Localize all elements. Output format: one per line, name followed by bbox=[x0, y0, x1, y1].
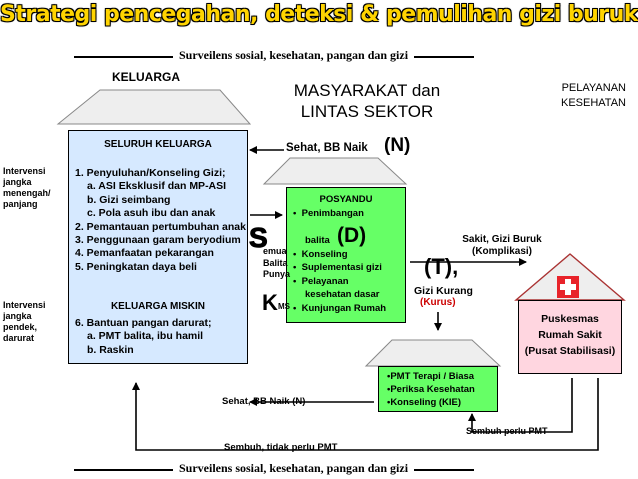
posyandu-box bbox=[286, 187, 406, 323]
posyandu-item: • Kunjungan Rumah bbox=[293, 302, 387, 314]
masyarakat-line: MASYARAKAT dan bbox=[293, 81, 441, 100]
pmt-box bbox=[378, 366, 498, 412]
posyandu-item-text: kesehatan dasar bbox=[305, 289, 380, 300]
masyarakat-line: LINTAS SEKTOR bbox=[300, 102, 434, 121]
intervensi-pendek-line: darurat bbox=[3, 333, 35, 343]
pelayanan-line: KESEHATAN bbox=[561, 97, 626, 109]
keluarga-item: 1. Penyuluhan/Konseling Gizi; bbox=[75, 167, 226, 179]
intervensi-menengah-line: menengah/ bbox=[3, 188, 51, 198]
keluarga-item: 2. Pemantauan pertumbuhan anak bbox=[75, 220, 246, 233]
k-text: MS bbox=[278, 302, 290, 311]
keluarga-item: c. Pola asuh ibu dan anak bbox=[87, 207, 216, 220]
intervensi-pendek-line: pendek, bbox=[3, 322, 38, 332]
keluarga-miskin-item: a. PMT balita, ibu hamil bbox=[87, 330, 204, 343]
keluarga-item: 5. Peningkatan daya beli bbox=[75, 260, 197, 273]
pmt-item: •PMT Terapi / Biasa bbox=[387, 371, 475, 382]
posyandu-item bbox=[293, 288, 386, 302]
keluarga-label: KELUARGA bbox=[112, 70, 180, 84]
top-surveillance-label: Surveilens sosial, kesehatan, pangan dan gizi bbox=[173, 48, 414, 63]
keluarga-item: b. Gizi seimbang bbox=[87, 193, 171, 206]
gizi-kurang-label: Gizi Kurang bbox=[414, 285, 473, 297]
sakit-line: Sakit, Gizi Buruk bbox=[462, 234, 542, 245]
s-text-line: Punya bbox=[263, 269, 291, 279]
keluarga-miskin-list bbox=[75, 317, 212, 357]
d-letter: (D) bbox=[337, 224, 367, 247]
masyarakat-heading bbox=[272, 80, 462, 122]
s-text-line: Balita bbox=[263, 257, 288, 268]
arrow-sembuh-tidak bbox=[136, 378, 598, 450]
intervensi-pendek bbox=[3, 300, 46, 344]
intervensi-menengah-line: panjang bbox=[3, 199, 38, 209]
n-letter: (N) bbox=[384, 135, 411, 156]
posyandu-title: POSYANDU bbox=[319, 194, 373, 205]
sakit-line: (Komplikasi) bbox=[471, 246, 532, 257]
posyandu-item-text: Penimbangan bbox=[301, 208, 364, 219]
sembuh-perlu-pmt-label: Sembuh perlu PMT bbox=[466, 426, 548, 436]
t-letter: (T), bbox=[424, 254, 459, 279]
pmt-roof bbox=[366, 340, 500, 366]
bottom-surveillance-label: Surveilens sosial, kesehatan, pangan dan gizi bbox=[173, 461, 414, 476]
sehat-bb-naik-top: Sehat, BB Naik bbox=[286, 142, 368, 154]
keluarga-miskin-title: KELUARGA MISKIN bbox=[110, 301, 206, 312]
kurus-label: (Kurus) bbox=[420, 297, 456, 308]
s-text bbox=[263, 246, 290, 281]
keluarga-miskin-item: 6. Bantuan pangan darurat; bbox=[75, 317, 212, 329]
sembuh-tidak-label: Sembuh, tidak perlu PMT bbox=[224, 442, 338, 453]
k-letter: K bbox=[262, 290, 278, 315]
pelayanan-line: PELAYANAN bbox=[561, 82, 626, 94]
sehat-bb-naik-bottom: Sehat, BB Naik (N) bbox=[222, 396, 306, 407]
keluarga-item: a. ASI Eksklusif dan MP-ASI bbox=[87, 180, 227, 193]
intervensi-menengah-line: Intervensi bbox=[3, 166, 46, 176]
pmt-item: •Periksa Kesehatan bbox=[387, 384, 475, 395]
intervensi-menengah bbox=[3, 166, 51, 210]
posyandu-item-text: Suplementasi gizi bbox=[301, 262, 382, 273]
page-title: Strategi pencegahan, deteksi & pemulihan gizi buruk bbox=[0, 2, 638, 27]
keluarga-box bbox=[68, 130, 248, 364]
puskesmas-line: Puskesmas bbox=[541, 313, 599, 325]
posyandu-item: • Pelayanan bbox=[293, 275, 349, 287]
posyandu-item: • Penimbangan bbox=[293, 208, 364, 219]
posyandu-item-text: Kunjungan Rumah bbox=[301, 302, 387, 314]
keluarga-miskin-item: b. Raskin bbox=[87, 343, 134, 356]
posyandu-item-text: Konseling bbox=[301, 248, 348, 260]
intervensi-pendek-line: Intervensi bbox=[3, 300, 46, 310]
puskesmas-line: (Pusat Stabilisasi) bbox=[524, 345, 616, 357]
keluarga-item: 4. Pemanfaatan pekarangan bbox=[75, 247, 214, 260]
keluarga-roof bbox=[58, 90, 250, 124]
sakit-label bbox=[452, 234, 552, 258]
posyandu-roof bbox=[264, 158, 406, 184]
pmt-list bbox=[387, 370, 475, 409]
posyandu-item-text: Pelayanan bbox=[301, 275, 349, 287]
posyandu-item: • Suplementasi gizi bbox=[293, 262, 382, 273]
keluarga-item: 3. Penggunaan garam beryodium bbox=[75, 234, 241, 247]
s-letter: S bbox=[249, 222, 268, 253]
puskesmas-text bbox=[519, 311, 621, 359]
posyandu-item-text: balita bbox=[305, 235, 330, 246]
posyandu-item: • Konseling bbox=[293, 248, 348, 260]
intervensi-pendek-line: jangka bbox=[3, 311, 32, 321]
s-text-line: emua bbox=[263, 246, 287, 256]
pmt-item: •Konseling (KIE) bbox=[387, 397, 462, 408]
keluarga-box-title: SELURUH KELUARGA bbox=[104, 139, 212, 150]
puskesmas-line: Rumah Sakit bbox=[538, 329, 602, 341]
intervensi-menengah-line: jangka bbox=[3, 177, 32, 187]
keluarga-list bbox=[75, 167, 246, 274]
puskesmas-box bbox=[518, 300, 622, 374]
pelayanan-heading bbox=[530, 81, 626, 111]
